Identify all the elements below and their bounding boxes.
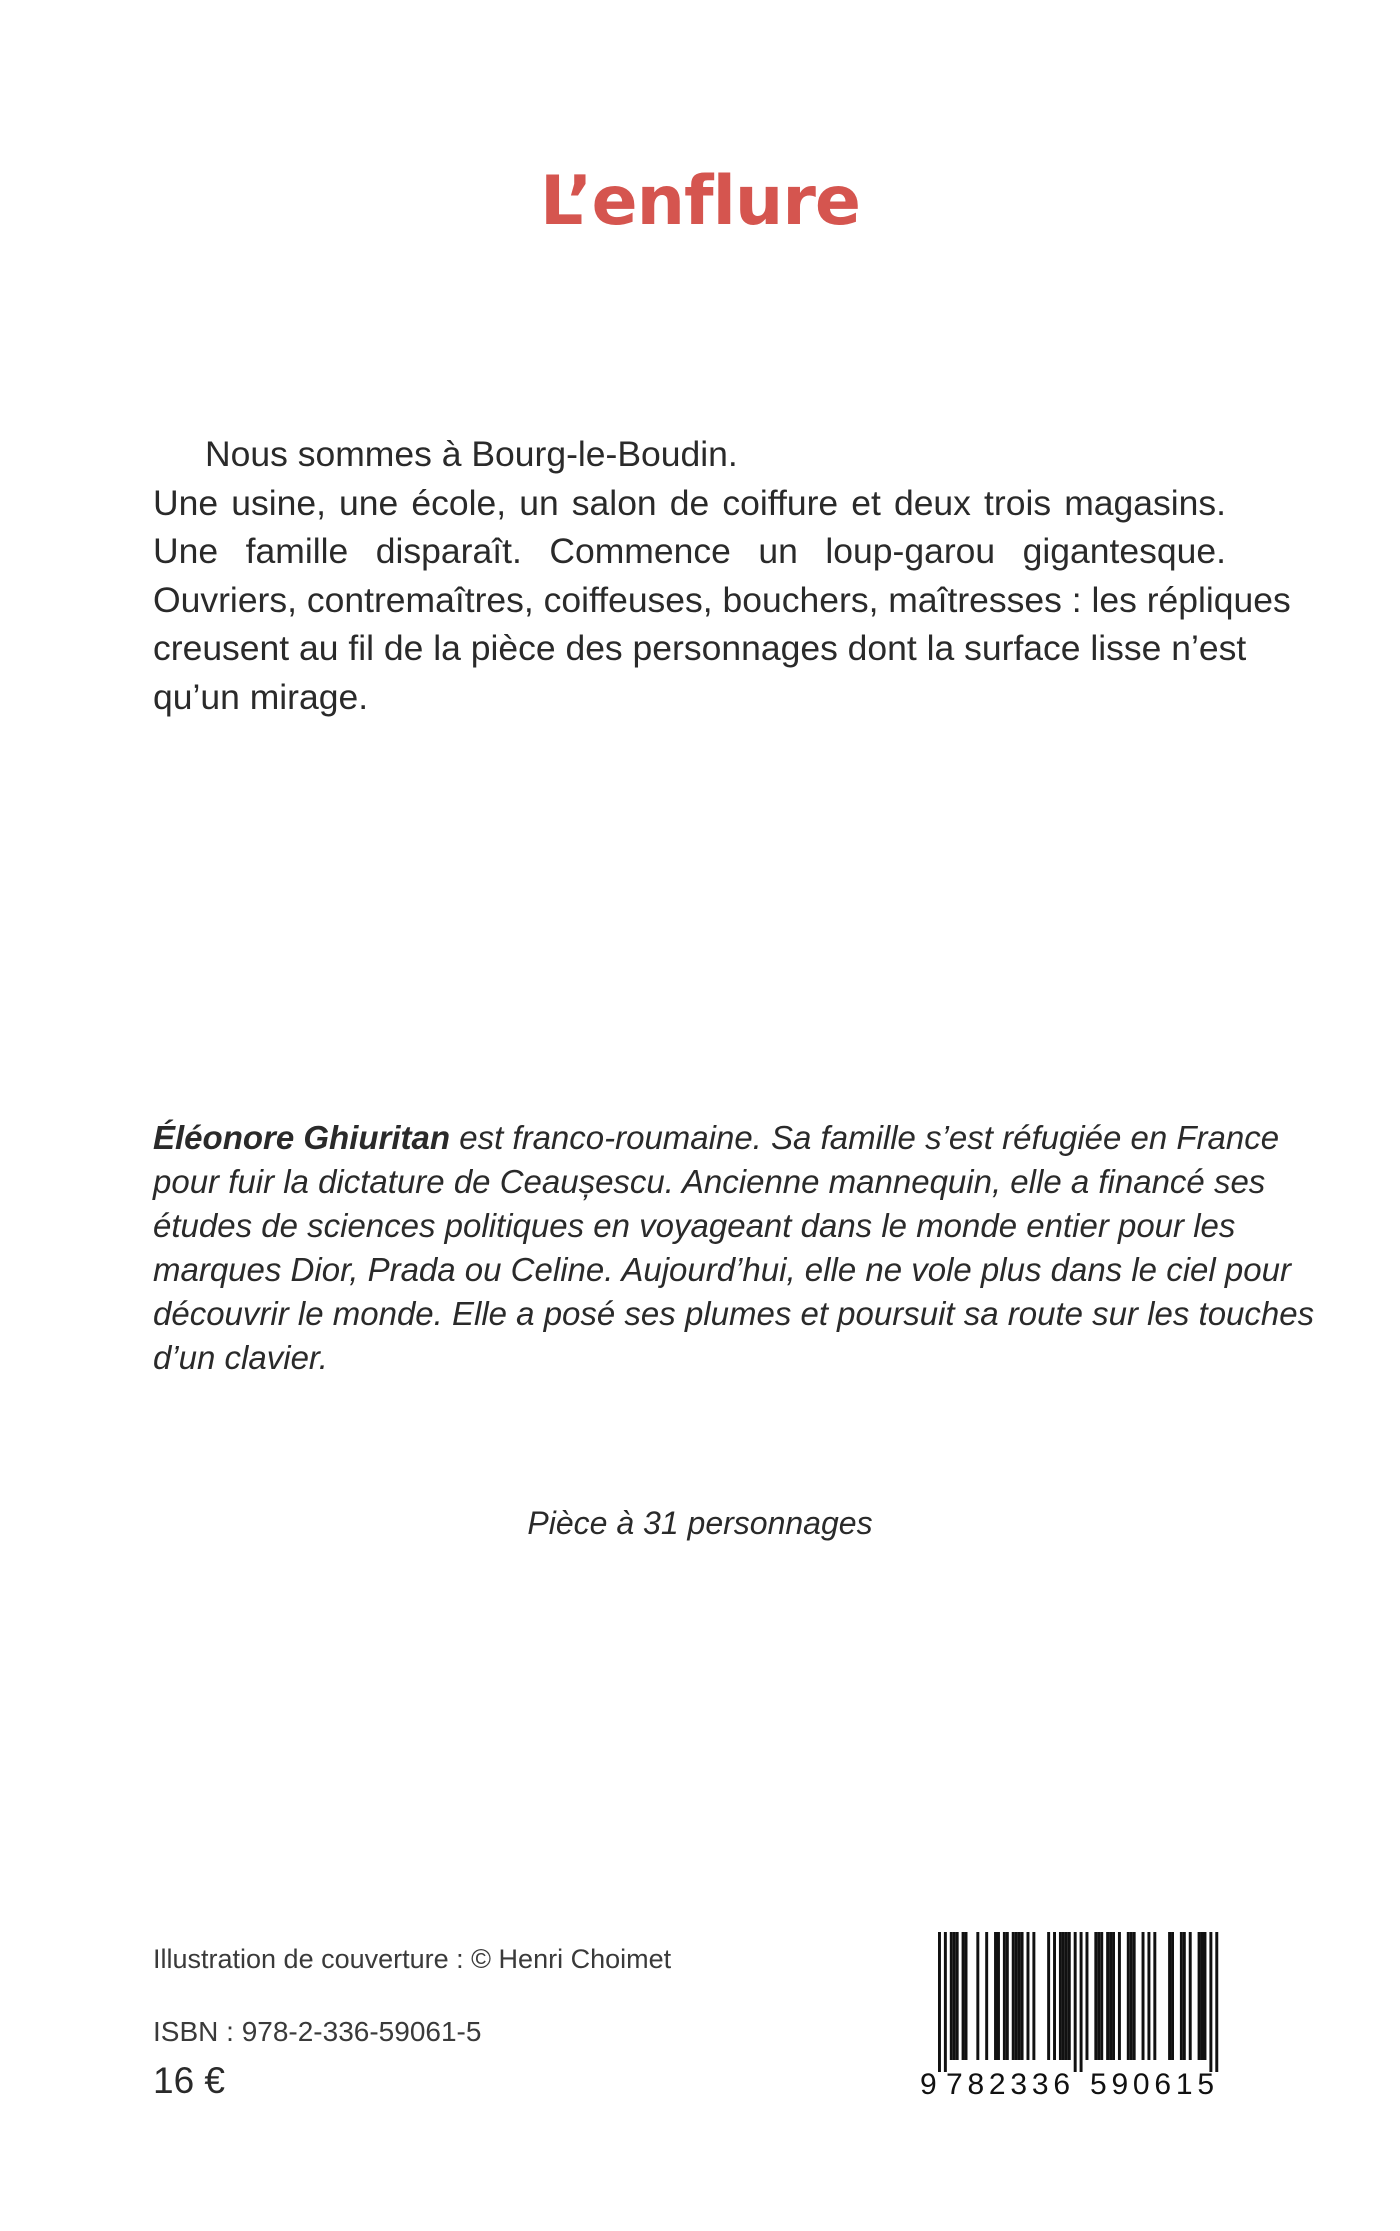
barcode-bar <box>1065 1932 1068 2060</box>
bio-line: études de sciences politiques en voyageant dans le monde entier pour les <box>153 1207 1236 1244</box>
barcode-bar <box>1015 1932 1018 2060</box>
barcode-bar <box>1183 1932 1186 2060</box>
barcode-bar <box>1100 1932 1103 2060</box>
barcode-bar <box>1094 1932 1097 2060</box>
illustration-credit: Illustration de couverture : © Henri Choimet <box>153 1944 672 1974</box>
barcode-bar <box>1201 1932 1204 2060</box>
barcode-bar <box>1168 1932 1171 2060</box>
barcode-bar <box>1130 1932 1133 2060</box>
barcode-bar <box>938 1932 941 2072</box>
barcode-bar <box>994 1932 997 2060</box>
barcode-bar <box>1053 1932 1056 2060</box>
barcode-bar <box>1074 1932 1077 2072</box>
barcode-bar <box>1127 1932 1130 2060</box>
barcode-bar <box>1189 1932 1192 2060</box>
barcode-bar <box>1142 1932 1145 2060</box>
barcode-bar <box>1180 1932 1183 2060</box>
barcode-bar <box>997 1932 1000 2060</box>
barcode-bar <box>1080 1932 1083 2072</box>
bio-line-text: est franco-roumaine. Sa famille s’est réfugiée en France <box>450 1119 1280 1156</box>
barcode-bar <box>1133 1932 1136 2060</box>
synopsis-line: Nous sommes à Bourg-le-Boudin. <box>205 434 738 474</box>
bio-line: pour fuir la dictature de Ceaușescu. Ancienne mannequin, elle a financé ses <box>153 1163 1266 1200</box>
barcode-bar <box>962 1932 965 2060</box>
barcode-bar <box>1204 1932 1207 2060</box>
barcode-bar <box>1012 1932 1015 2060</box>
bio-line <box>153 1116 1280 1160</box>
barcode-bar <box>1215 1932 1218 2072</box>
barcode-bar <box>965 1932 968 2060</box>
barcode-bar <box>1062 1932 1065 2060</box>
author-bio <box>153 1116 1315 1380</box>
barcode-bar <box>1153 1932 1156 2060</box>
synopsis-line: Une famille disparaît. Commence un loup-garou gigantesque. <box>153 531 1226 571</box>
barcode-bar <box>1109 1932 1112 2060</box>
barcode-bar <box>1086 1932 1089 2060</box>
barcode-bar <box>953 1932 956 2060</box>
barcode-bar <box>1047 1932 1050 2060</box>
barcode-bar <box>1209 1932 1212 2072</box>
barcode-bar <box>976 1932 979 2060</box>
barcode-bar <box>1018 1932 1021 2060</box>
barcode-bar <box>1027 1932 1030 2060</box>
barcode-bar <box>1171 1932 1174 2060</box>
barcode-bar <box>1118 1932 1121 2060</box>
barcode-digits-left: 782336 <box>946 2068 1070 2100</box>
barcode-digit-first: 9 <box>920 2068 937 2100</box>
isbn: ISBN : 978-2-336-59061-5 <box>153 2016 482 2047</box>
synopsis <box>153 430 1291 721</box>
cast-note: Pièce à 31 personnages <box>527 1505 873 1541</box>
synopsis-line: Une usine, une école, un salon de coiffure et deux trois magasins. <box>153 482 1226 523</box>
barcode-bar <box>950 1932 953 2060</box>
barcode-digits-right: 590615 <box>1090 2068 1214 2100</box>
price: 16 € <box>153 2060 226 2101</box>
bio-line: d’un clavier. <box>153 1339 328 1376</box>
barcode-bar <box>1021 1932 1024 2060</box>
barcode-bar <box>1032 1932 1035 2060</box>
barcode-bar <box>1068 1932 1071 2060</box>
barcode-bar <box>1097 1932 1100 2060</box>
barcode-bar <box>1147 1932 1150 2060</box>
barcode-bar <box>1006 1932 1009 2060</box>
bio-line: marques Dior, Prada ou Celine. Aujourd’hui, elle ne vole plus dans le ciel pour <box>153 1251 1291 1288</box>
barcode-bars <box>938 1932 1218 2072</box>
book-title: L’enflure <box>539 162 860 241</box>
barcode-bar <box>1106 1932 1109 2060</box>
barcode-graphic <box>920 1928 1228 2100</box>
synopsis-line: Ouvriers, contremaîtres, coiffeuses, bouchers, maîtresses : les répliques <box>153 579 1291 620</box>
synopsis-line: creusent au fil de la pièce des personnages dont la surface lisse n’est <box>153 628 1247 668</box>
barcode-bar <box>944 1932 947 2072</box>
barcode-bar <box>1003 1932 1006 2060</box>
author-name: Éléonore Ghiuritan <box>153 1119 451 1156</box>
barcode <box>920 1928 1228 2100</box>
synopsis-line: qu’un mirage. <box>153 676 369 717</box>
barcode-bar <box>985 1932 988 2060</box>
bio-line: découvrir le monde. Elle a posé ses plumes et poursuit sa route sur les touches <box>153 1295 1315 1332</box>
barcode-bar <box>1112 1932 1115 2060</box>
barcode-bar <box>1059 1932 1062 2060</box>
barcode-bar <box>1198 1932 1201 2060</box>
barcode-bar <box>956 1932 959 2060</box>
